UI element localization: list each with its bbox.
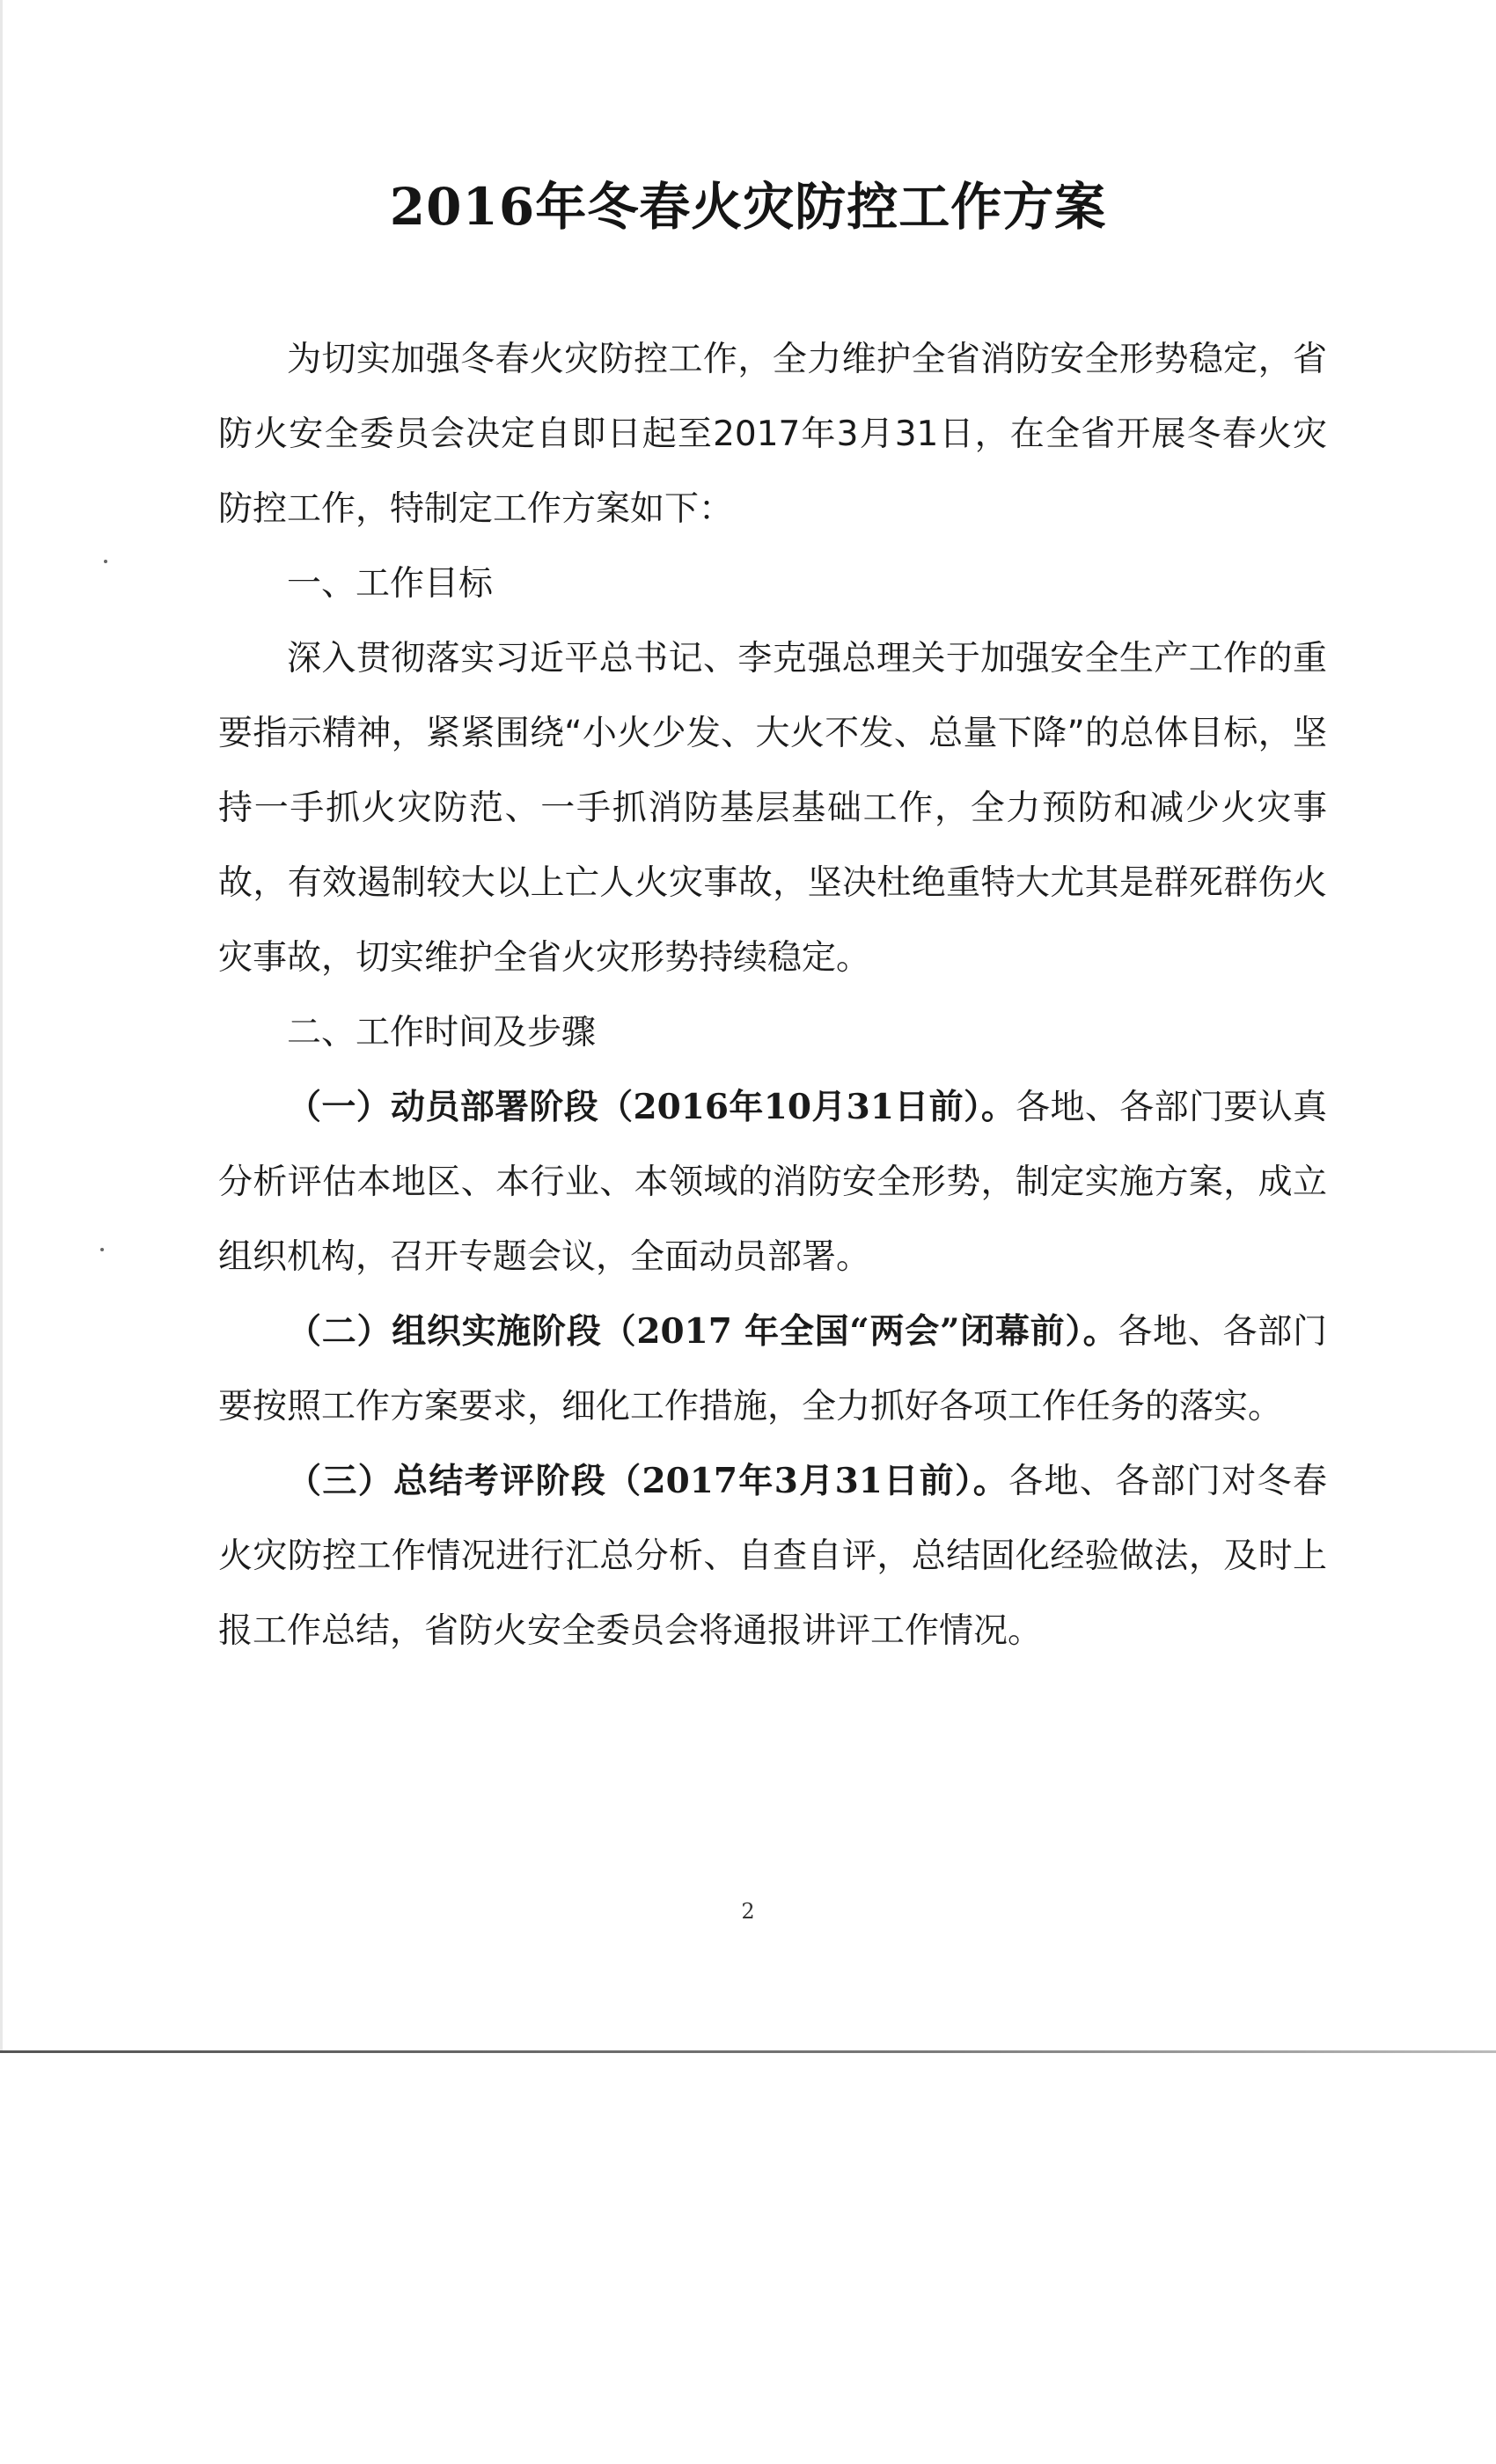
step-1-lead: （一）动员部署阶段（2016年10月31日前）。: [287, 1087, 1016, 1127]
step-3-lead: （三）总结考评阶段（2017年3月31日前）。: [287, 1461, 1009, 1501]
page-number: 2: [741, 1899, 755, 1924]
section-heading-timeline: 二、工作时间及步骤: [287, 1013, 597, 1052]
goals-paragraph: 深入贯彻落实习近平总书记、李克强总理关于加强安全生产工作的重要指示精神，紧紧围绕“小火少发、大火不发、总量下降”的总体目标，坚持一手抓火灾防范、一手抓消防基层基础工作，全力预防和减少火灾事故，有效遏制较大以上亡人火灾事故，坚决杜绝重特大尤其是群死群伤火灾事故，切实维护全省火灾形势持续稳定。: [218, 639, 1327, 978]
scan-speck: [104, 560, 107, 563]
document-body: [218, 322, 1327, 1668]
scan-speck: [100, 1248, 104, 1251]
section-heading-goals: 一、工作目标: [287, 564, 494, 604]
document-title: 2016年冬春火灾防控工作方案: [389, 177, 1107, 237]
step-3-text: 各地、各部门对冬春火灾防控工作情况进行汇总分析、自查自评，总结固化经验做法，及时上报工作总结，省防火安全委员会将通报讲评工作情况。: [218, 1462, 1327, 1651]
step-2-text: 各地、各部门要按照工作方案要求，细化工作措施，全力抓好各项工作任务的落实。: [218, 1312, 1327, 1426]
step-1-paragraph: [218, 1070, 1327, 1294]
step-3-paragraph: [218, 1444, 1327, 1668]
step-2-paragraph: [218, 1294, 1327, 1444]
scan-left-edge: [0, 0, 3, 2050]
scan-bottom-edge: [0, 2050, 1496, 2053]
step-2-lead: （二）组织实施阶段（2017 年全国“两会”闭幕前）。: [287, 1311, 1118, 1352]
intro-paragraph: 为切实加强冬春火灾防控工作，全力维护全省消防安全形势稳定，省防火安全委员会决定自即日起至2017年3月31日，在全省开展冬春火灾防控工作，特制定工作方案如下：: [218, 340, 1327, 529]
step-1-text: 各地、各部门要认真分析评估本地区、本行业、本领域的消防安全形势，制定实施方案，成立组织机构，召开专题会议，全面动员部署。: [218, 1088, 1327, 1277]
